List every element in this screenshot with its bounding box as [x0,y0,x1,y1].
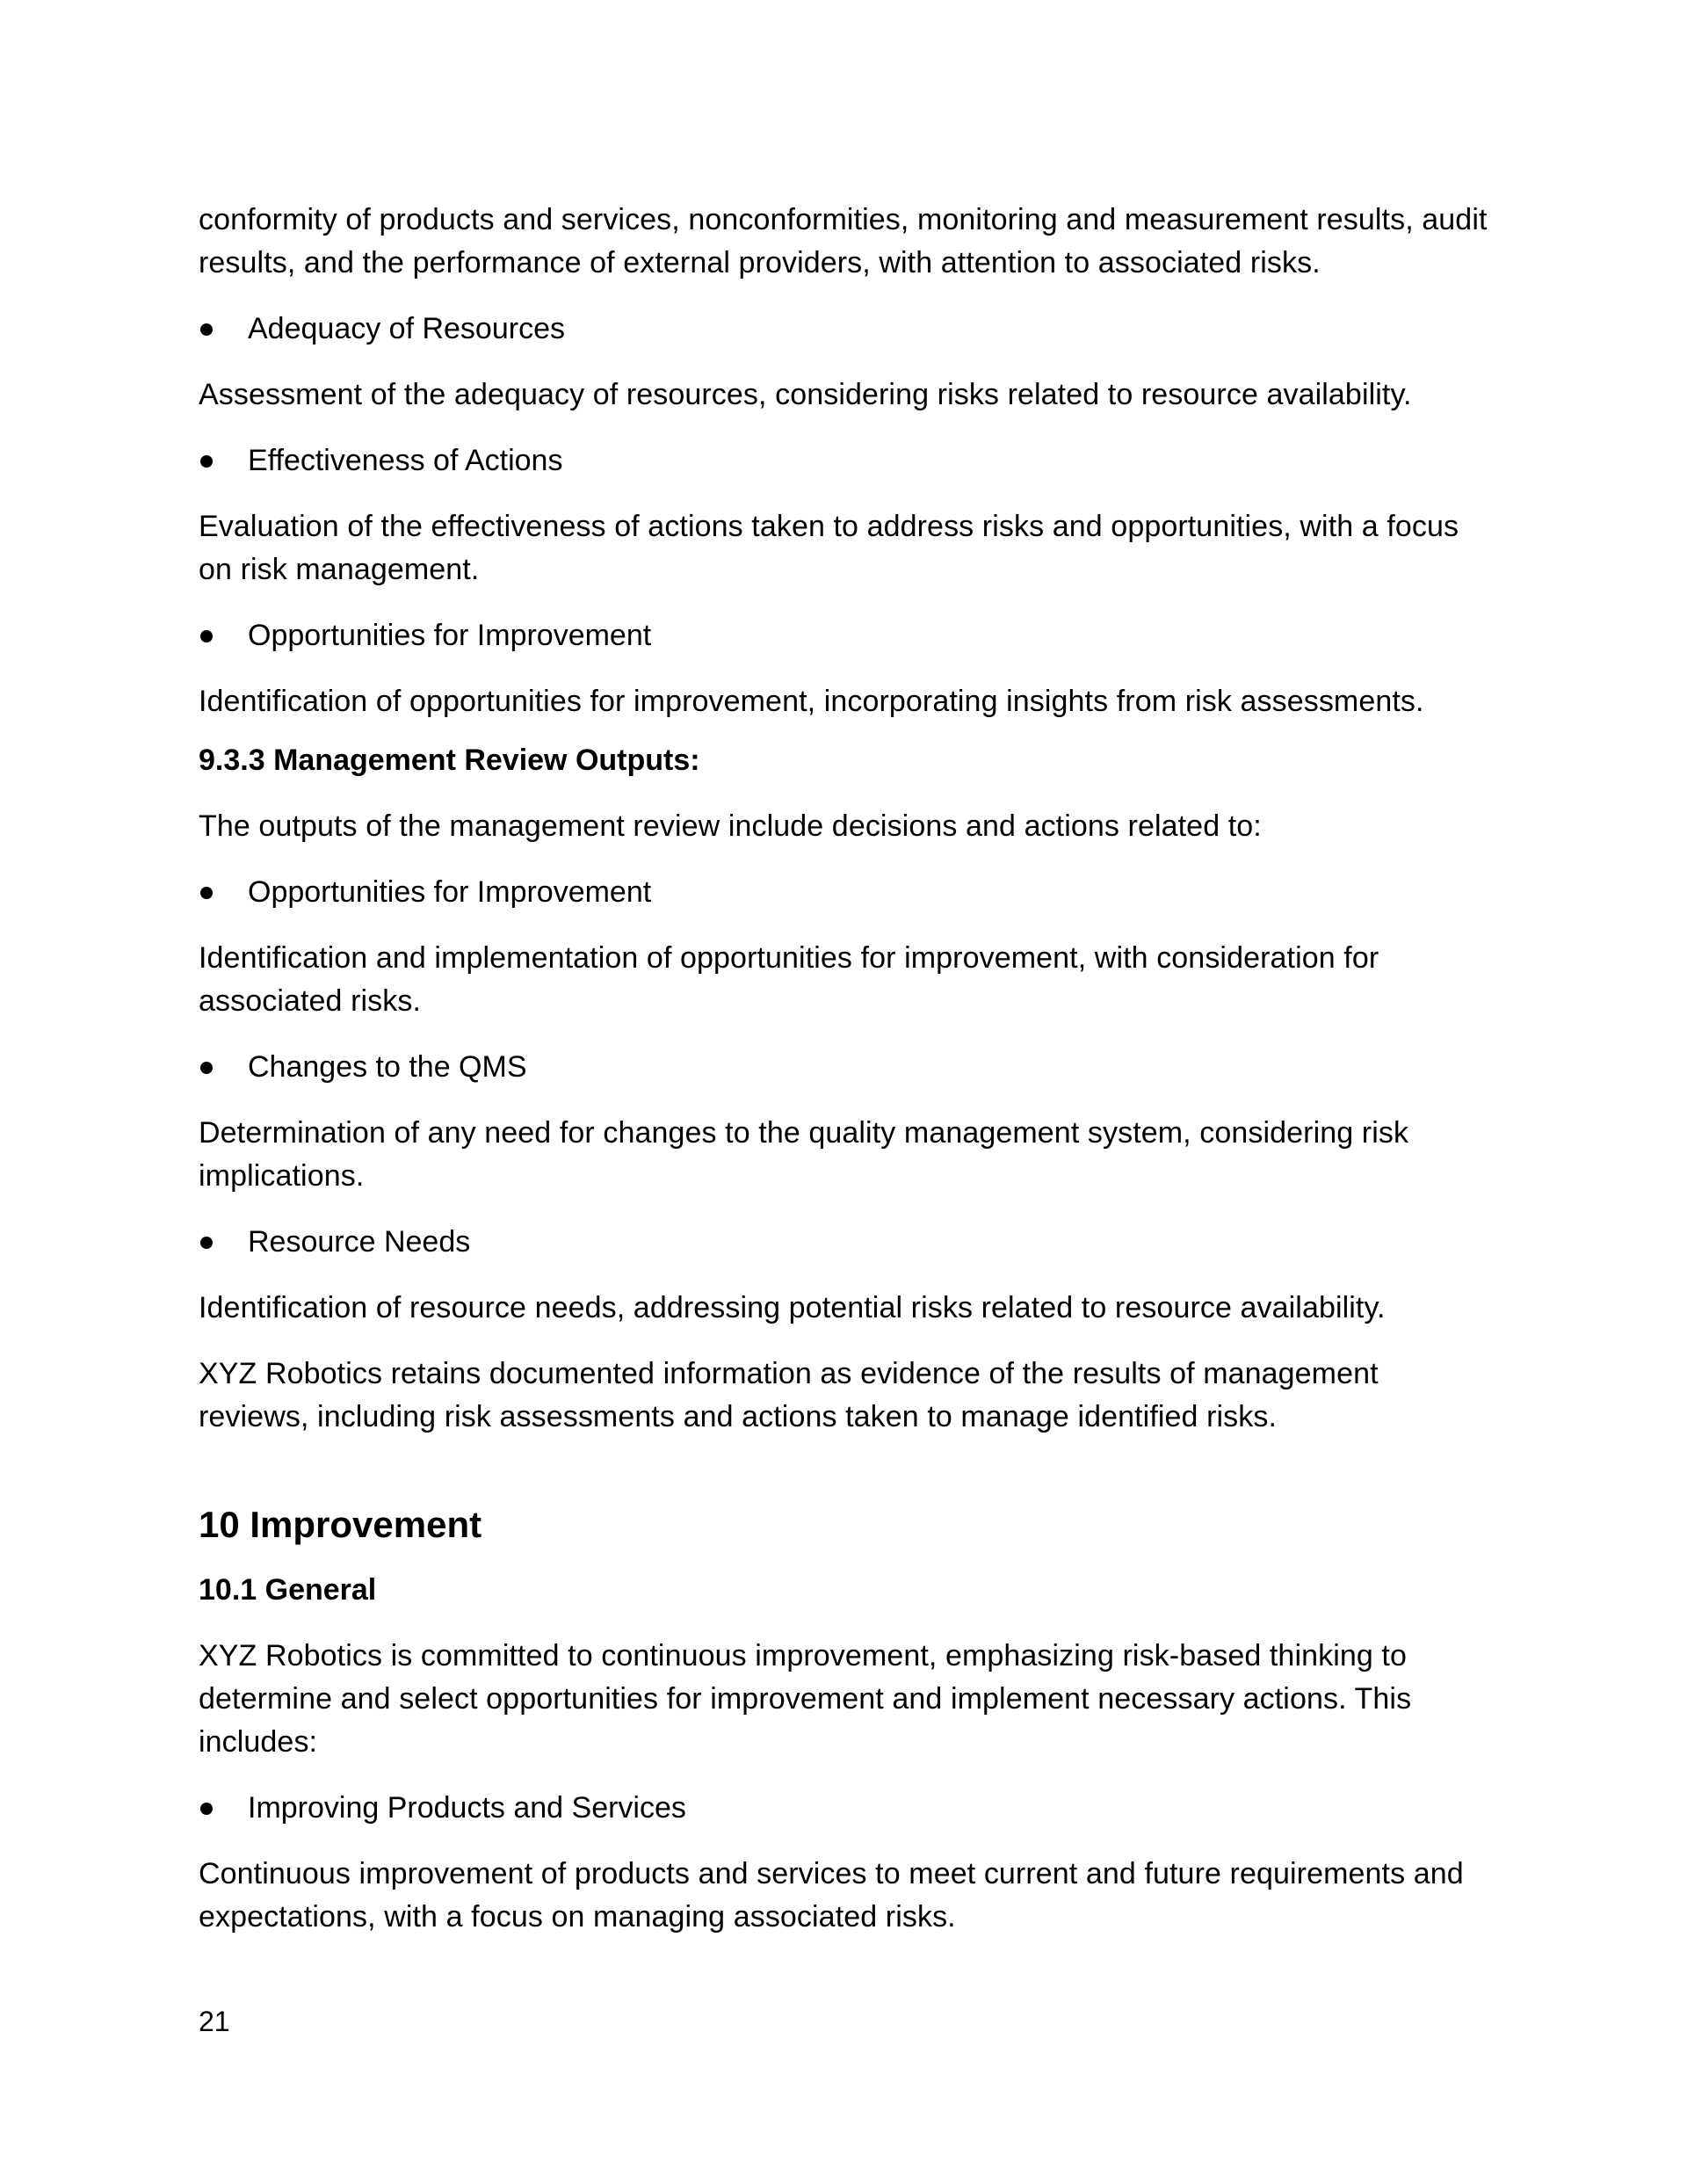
bullet-item [199,439,1490,483]
bullet-label: Changes to the QMS [248,1050,527,1084]
page-number: 21 [199,2006,230,2037]
bullet-icon [200,1237,213,1249]
subsection-heading: 10.1 General [199,1573,377,1607]
body-paragraph: The outputs of the management review include decisions and actions related to: [199,809,1262,843]
bullet-item [199,308,1490,351]
bullet-label: Resource Needs [248,1225,471,1259]
body-paragraph: Identification of resource needs, addressing potential risks related to resource availability. [199,1291,1386,1324]
bullet-icon [200,630,213,642]
bullet-item [199,1787,1490,1830]
bullet-item [199,1046,1490,1089]
bullet-icon [200,455,213,468]
bullet-label: Opportunities for Improvement [248,875,652,909]
bullet-item [199,871,1490,914]
section-heading: 10 Improvement [199,1504,482,1545]
body-paragraph: Continuous improvement of products and services to meet current and future requirements and expectations, with a focus on managing associated risks. [199,1857,1464,1934]
bullet-item [199,1221,1490,1264]
bullet-icon [200,323,213,336]
bullet-icon [200,1803,213,1815]
body-paragraph: conformity of products and services, nonconformities, monitoring and measurement results, audit results, and the performance of external providers, with attention to associated risks. [199,203,1488,279]
bullet-icon [200,1062,213,1074]
bullet-icon [200,887,213,899]
bullet-label: Effectiveness of Actions [248,444,563,477]
body-paragraph: Identification of opportunities for improvement, incorporating insights from risk assessments. [199,685,1424,718]
bullet-label: Adequacy of Resources [248,312,565,345]
body-paragraph: Evaluation of the effectiveness of actions taken to address risks and opportunities, with a focus on risk management. [199,510,1459,586]
page-content [199,199,1490,1962]
bullet-item [199,614,1490,657]
body-paragraph: Assessment of the adequacy of resources, considering risks related to resource availability. [199,378,1412,411]
body-paragraph: Identification and implementation of opportunities for improvement, with consideration for associated risks. [199,941,1379,1018]
subsection-heading: 9.3.3 Management Review Outputs: [199,744,700,777]
body-paragraph: XYZ Robotics retains documented information as evidence of the results of management reviews, including risk assessments and actions taken to manage identified risks. [199,1357,1379,1433]
bullet-label: Opportunities for Improvement [248,619,652,652]
body-paragraph: XYZ Robotics is committed to continuous improvement, emphasizing risk-based thinking to determine and select opportunities for improvement and implement necessary actions. This includes: [199,1639,1412,1759]
bullet-label: Improving Products and Services [248,1791,686,1825]
body-paragraph: Determination of any need for changes to the quality management system, considering risk implications. [199,1116,1409,1193]
